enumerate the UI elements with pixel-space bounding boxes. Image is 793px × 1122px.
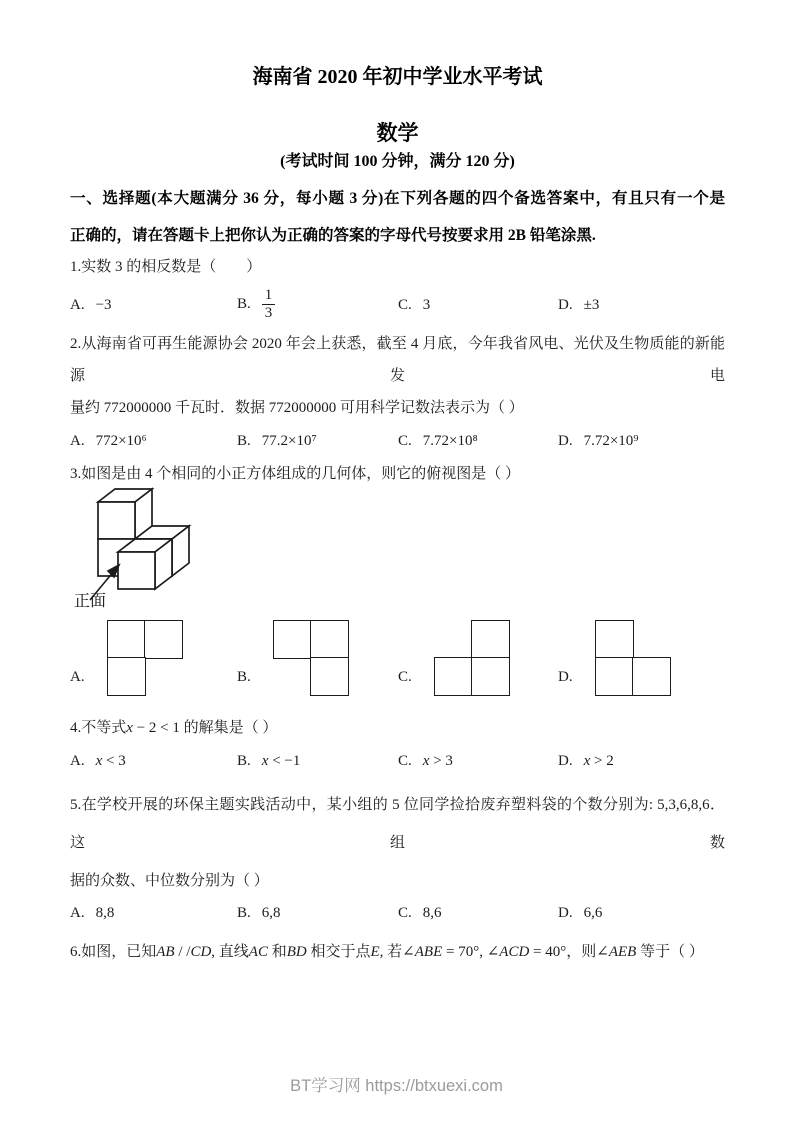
q1-option-d xyxy=(558,297,725,314)
cube-figure xyxy=(74,486,725,616)
q4-option-c-label: C. xyxy=(398,752,412,769)
q3-option-c xyxy=(398,616,558,700)
q2-option-d xyxy=(558,433,725,450)
fraction-one-third xyxy=(262,288,276,322)
exam-title: 海南省 2020 年初中学业水平考试 xyxy=(252,66,543,88)
q5-option-d-value: 6,6 xyxy=(583,904,603,921)
q1-option-a xyxy=(70,297,237,314)
exam-subject: 数学 xyxy=(376,121,419,145)
shape-cell xyxy=(471,657,510,696)
q4-option-a-label: A. xyxy=(70,752,85,769)
q4-option-c-value: x > 3 xyxy=(422,752,453,769)
shape-cell xyxy=(273,620,312,659)
fraction-numerator: 1 xyxy=(264,287,273,304)
q3-option-a-label: A. xyxy=(70,669,85,685)
q1-option-c-value: 3 xyxy=(422,296,431,313)
q2-option-d-label: D. xyxy=(558,432,573,449)
q3-option-b-shape xyxy=(273,620,353,700)
q1-option-c-label: C. xyxy=(398,296,412,313)
q3-option-a xyxy=(70,616,237,700)
shape-cell xyxy=(595,657,634,696)
question-2-line1: 2.从海南省可再生能源协会 2020 年会上获悉，截至 4 月底，今年我省风电、光伏及生物质能的新能源发电 xyxy=(70,336,725,384)
question-5-line2: 据的众数、中位数分别为（ ） xyxy=(70,873,269,889)
question-3-options xyxy=(70,616,725,700)
q2-option-c-value: 7.72×10⁸ xyxy=(422,432,478,449)
cube-front-face xyxy=(118,552,155,589)
q5-option-c-value: 8,6 xyxy=(422,904,442,921)
watermark-footer: BT学习网 https://btxuexi.com xyxy=(290,1077,503,1095)
question-2-text xyxy=(70,328,725,424)
fraction-denominator: 3 xyxy=(262,304,276,322)
q4-option-b-label: B. xyxy=(237,752,251,769)
question-2-line2: 量约 772000000 千瓦时．数据 772000000 可用科学记数法表示为（ ） xyxy=(70,400,524,416)
q2-option-d-value: 7.72×10⁹ xyxy=(583,432,639,449)
exam-info: (考试时间 100 分钟，满分 120 分) xyxy=(280,153,515,170)
q1-option-a-value: −3 xyxy=(95,296,112,313)
q2-option-a-value: 772×10⁶ xyxy=(95,432,147,449)
q3-option-c-shape xyxy=(434,620,514,700)
q1-option-b xyxy=(237,288,398,322)
shape-cell xyxy=(107,657,146,696)
q2-option-c xyxy=(398,433,558,450)
question-4-text: 4.不等式x − 2 < 1 的解集是（ ） xyxy=(70,720,278,736)
q4-option-b-value: x < −1 xyxy=(261,752,301,769)
front-label: 正面 xyxy=(74,593,107,610)
q3-option-b xyxy=(237,616,398,700)
q5-option-a-value: 8,8 xyxy=(95,904,115,921)
q5-option-d xyxy=(558,905,725,922)
q4-option-c xyxy=(398,753,558,770)
q1-option-d-label: D. xyxy=(558,296,573,313)
q2-option-a-label: A. xyxy=(70,432,85,449)
question-5-options xyxy=(70,900,725,926)
question-1-text: 1.实数 3 的相反数是（ ） xyxy=(70,259,262,275)
shape-cell xyxy=(471,620,510,659)
section-intro-line2: 正确的，请在答题卡上把你认为正确的答案的字母代号按要求用 2B 铅笔涂黑. xyxy=(70,227,596,244)
q3-option-b-label: B. xyxy=(237,669,251,685)
section-intro xyxy=(70,180,725,254)
q2-option-b-label: B. xyxy=(237,432,251,449)
q5-option-b-label: B. xyxy=(237,904,251,921)
section-intro-line1: 一、选择题(本大题满分 36 分，每小题 3 分)在下列各题的四个备选答案中，有且只有一个是 xyxy=(70,190,725,207)
q5-option-d-label: D. xyxy=(558,904,573,921)
shape-cell xyxy=(632,657,671,696)
shape-cell xyxy=(107,620,146,659)
q5-option-c xyxy=(398,905,558,922)
q2-option-b xyxy=(237,433,398,450)
q4-option-d xyxy=(558,753,725,770)
q4-option-d-value: x > 2 xyxy=(583,752,614,769)
q5-option-b-value: 6,8 xyxy=(261,904,281,921)
q4-option-b xyxy=(237,753,398,770)
cube-front-face xyxy=(98,502,135,539)
question-5-text xyxy=(70,786,725,900)
q4-option-a-value: x < 3 xyxy=(95,752,126,769)
q3-option-d-label: D. xyxy=(558,669,573,685)
question-3-text: 3.如图是由 4 个相同的小正方体组成的几何体，则它的俯视图是（ ） xyxy=(70,466,521,482)
q5-option-b xyxy=(237,905,398,922)
q5-option-a-label: A. xyxy=(70,904,85,921)
q1-option-d-value: ±3 xyxy=(583,296,600,313)
q4-option-d-label: D. xyxy=(558,752,573,769)
q1-option-b-label: B. xyxy=(237,296,251,313)
question-2-options xyxy=(70,426,725,456)
q1-option-c xyxy=(398,297,558,314)
question-5-line1: 5.在学校开展的环保主题实践活动中，某小组的 5 位同学捡拾废弃塑料袋的个数分别为: 5,3,6,8,6．这组数 xyxy=(70,797,725,851)
shape-cell xyxy=(144,620,183,659)
question-6-text: 6.如图，已知AB / /CD, 直线AC 和BD 相交于点E, 若∠ABE = 70°, ∠ACD = 40°，则∠AEB 等于（ ） xyxy=(70,944,704,960)
shape-cell xyxy=(310,620,349,659)
shape-cell xyxy=(310,657,349,696)
q3-option-d xyxy=(558,616,725,700)
shape-cell xyxy=(595,620,634,659)
q2-option-b-value: 77.2×10⁷ xyxy=(261,432,317,449)
q5-option-c-label: C. xyxy=(398,904,412,921)
q2-option-a xyxy=(70,433,237,450)
q1-option-a-label: A. xyxy=(70,296,85,313)
shape-cell xyxy=(434,657,473,696)
q3-option-c-label: C. xyxy=(398,669,412,685)
q4-option-a xyxy=(70,753,237,770)
q2-option-c-label: C. xyxy=(398,432,412,449)
q3-option-d-shape xyxy=(595,620,675,700)
q3-option-a-shape xyxy=(107,620,187,700)
question-1-options xyxy=(70,282,725,328)
question-4-options xyxy=(70,748,725,774)
q5-option-a xyxy=(70,905,237,922)
